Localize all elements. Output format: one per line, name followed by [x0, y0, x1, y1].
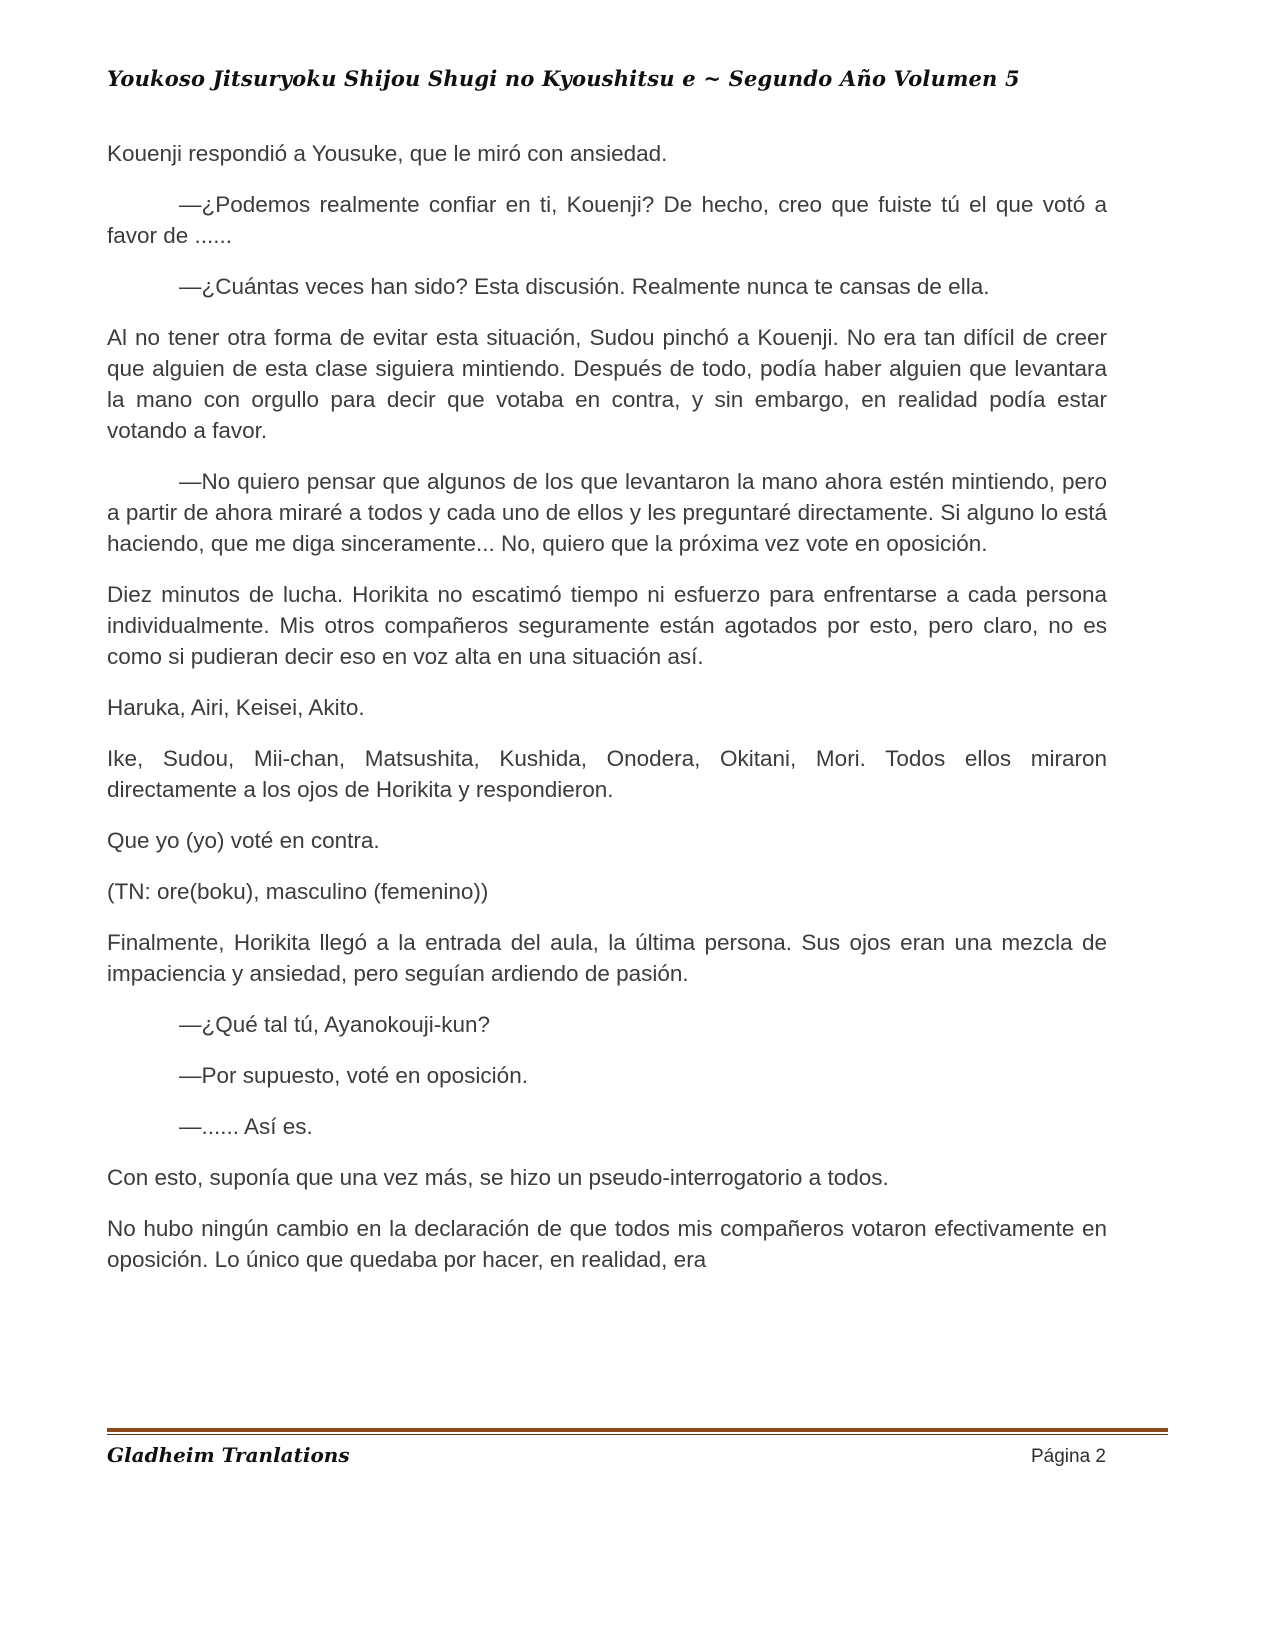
- paragraph-dialogue: —¿Cuántas veces han sido? Esta discusión. Realmente nunca te cansas de ella.: [179, 274, 990, 299]
- page-footer: [107, 1428, 1168, 1468]
- paragraph: Al no tener otra forma de evitar esta situación, Sudou pinchó a Kouenji. No era tan difícil de creer que alguien de esta clase siguiera mintiendo. Después de todo, podía haber alguien que levantara la mano con orgullo para decir que votaba en contra, y sin embargo, en realidad podía estar votando a favor.: [107, 325, 1107, 443]
- page-header: [107, 66, 1107, 91]
- paragraph: Diez minutos de lucha. Horikita no escatimó tiempo ni esfuerzo para enfrentarse a cada persona individualmente. Mis otros compañeros seguramente están agotados por esto, pero claro, no es como si pudieran decir eso en voz alta en una situación así.: [107, 582, 1107, 669]
- paragraph-dialogue: —¿Podemos realmente confiar en ti, Kouenji? De hecho, creo que fuiste tú el que votó a favor de ......: [107, 192, 1107, 248]
- paragraph: Que yo (yo) voté en contra.: [107, 828, 380, 853]
- paragraph: Finalmente, Horikita llegó a la entrada del aula, la última persona. Sus ojos eran una mezcla de impaciencia y ansiedad, pero seguían ardiendo de pasión.: [107, 930, 1107, 986]
- footer-translator-name: Gladheim Tranlations: [107, 1443, 350, 1467]
- header-title: Youkoso Jitsuryoku Shijou Shugi no Kyoushitsu e ~ Segundo Año Volumen 5: [107, 66, 1020, 91]
- paragraph: Ike, Sudou, Mii-chan, Matsushita, Kushida, Onodera, Okitani, Mori. Todos ellos miraron directamente a los ojos de Horikita y respondieron.: [107, 746, 1107, 802]
- paragraph: Con esto, suponía que una vez más, se hizo un pseudo-interrogatorio a todos.: [107, 1165, 889, 1190]
- footer-rule: [107, 1428, 1168, 1435]
- paragraph-dialogue: —...... Así es.: [179, 1114, 313, 1139]
- paragraph-dialogue: —¿Qué tal tú, Ayanokouji-kun?: [179, 1012, 491, 1037]
- paragraph-dialogue: —No quiero pensar que algunos de los que levantaron la mano ahora estén mintiendo, pero a partir de ahora miraré a todos y cada uno de ellos y les preguntaré directamente. Si alguno lo está haciendo, que me diga sinceramente... No, quiero que la próxima vez vote en oposición.: [107, 469, 1107, 556]
- document-body: [107, 138, 1107, 1295]
- paragraph: Kouenji respondió a Yousuke, que le miró con ansiedad.: [107, 141, 668, 166]
- paragraph: No hubo ningún cambio en la declaración de que todos mis compañeros votaron efectivamente en oposición. Lo único que quedaba por hacer, en realidad, era: [107, 1216, 1107, 1272]
- paragraph-dialogue: —Por supuesto, voté en oposición.: [179, 1063, 528, 1088]
- paragraph: Haruka, Airi, Keisei, Akito.: [107, 695, 365, 720]
- footer-page-number: Página 2: [1030, 1446, 1106, 1467]
- footer-row: [107, 1443, 1168, 1468]
- paragraph-translator-note: (TN: ore(boku), masculino (femenino)): [107, 879, 489, 904]
